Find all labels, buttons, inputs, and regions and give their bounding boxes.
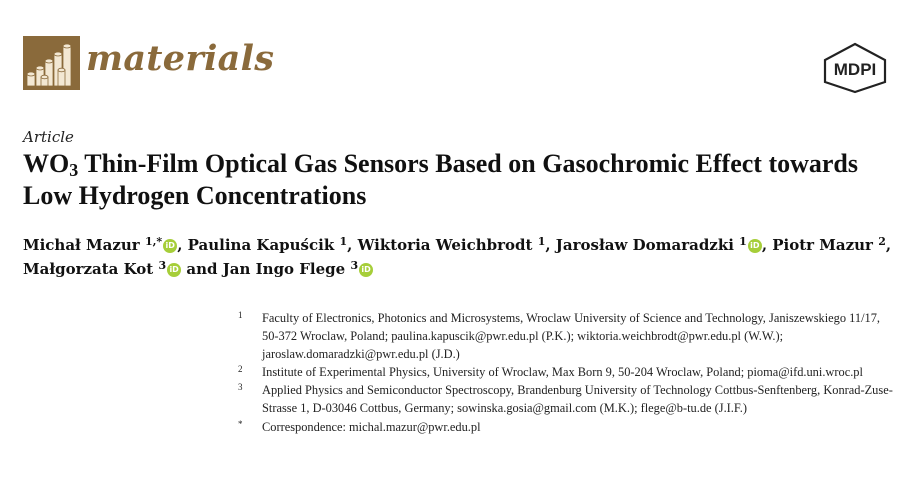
orcid-icon[interactable]: iD [359, 263, 373, 277]
title-subscript: 3 [69, 160, 79, 180]
mdpi-logo[interactable] [822, 42, 888, 94]
author-affil-sup: 3 [158, 259, 167, 272]
affiliation-text: Institute of Experimental Physics, University of Wroclaw, Max Born 9, 50-204 Wroclaw, Poland; pioma@ifd.uni.wroc.pl [262, 365, 863, 380]
affiliation-item [238, 309, 898, 363]
author-affil-sup: 1 [339, 235, 348, 248]
author-separator: , [885, 236, 892, 254]
author-name[interactable]: Wiktoria Weichbrodt [357, 236, 533, 254]
author-separator: , [347, 236, 358, 254]
author-name[interactable]: Piotr Mazur [772, 236, 873, 254]
author-separator: , [545, 236, 556, 254]
article-type: Article [23, 128, 74, 146]
title-part: Thin-Film Optical Gas Sensors Based on Gasochromic Effect towards Low Hydrogen Concentrations [23, 149, 859, 210]
author-affil-sup: 3 [350, 259, 359, 272]
affiliation-number: 1 [238, 310, 243, 320]
title-part: WO [23, 149, 70, 178]
author-separator: and [181, 260, 223, 278]
publisher-name: MDPI [833, 60, 877, 79]
author-name[interactable]: Jan Ingo Flege [222, 260, 346, 278]
correspondence-marker: * [238, 418, 243, 429]
orcid-icon[interactable]: iD [163, 239, 177, 253]
affiliation-list [238, 309, 898, 436]
journal-name: materials [86, 38, 275, 79]
affiliation-number: 3 [238, 382, 243, 393]
author-separator: , [177, 236, 188, 254]
affiliation-text: Applied Physics and Semiconductor Spectroscopy, Brandenburg University of Technology Cottbus-Senftenberg, Konrad-Zuse-Strasse 1, D-03046 Cottbus, Germany; sowinska.gosia@gmail.com (M.K.); flege@b-tu.de (J.I.F.) [262, 383, 893, 416]
article-title [23, 148, 883, 212]
author-affil-sup: 1 [739, 235, 747, 248]
author-separator: , [761, 236, 773, 254]
correspondence-text: Correspondence: michal.mazur@pwr.edu.pl [262, 419, 481, 434]
author-affil-sup: 2 [878, 235, 886, 248]
journal-logo-icon [23, 36, 80, 90]
author-name[interactable]: Michał Mazur [23, 236, 140, 254]
orcid-icon[interactable]: iD [748, 239, 762, 253]
author-name[interactable]: Jarosław Domaradzki [555, 236, 734, 254]
orcid-icon[interactable]: iD [167, 263, 181, 277]
author-name[interactable]: Małgorzata Kot [23, 260, 154, 278]
author-affil-sup: 1 [537, 235, 546, 248]
affiliation-text: Faculty of Electronics, Photonics and Microsystems, Wroclaw University of Science and Technology, Janiszewskiego 11/17, 50-372 Wroclaw, Poland; paulina.kapuscik@pwr.edu.pl (P.K.); wiktoria.weichbrodt@pwr.edu.pl (W.W.); jaroslaw.domaradzki@pwr.edu.pl (J.D.) [262, 311, 881, 362]
affiliation-item [238, 381, 898, 417]
affiliation-item [238, 363, 898, 381]
author-name[interactable]: Paulina Kapuścik [187, 236, 335, 254]
author-list [23, 233, 893, 281]
correspondence-item [238, 418, 898, 436]
author-affil-sup: 1,* [144, 235, 163, 248]
affiliation-number: 2 [238, 364, 243, 375]
